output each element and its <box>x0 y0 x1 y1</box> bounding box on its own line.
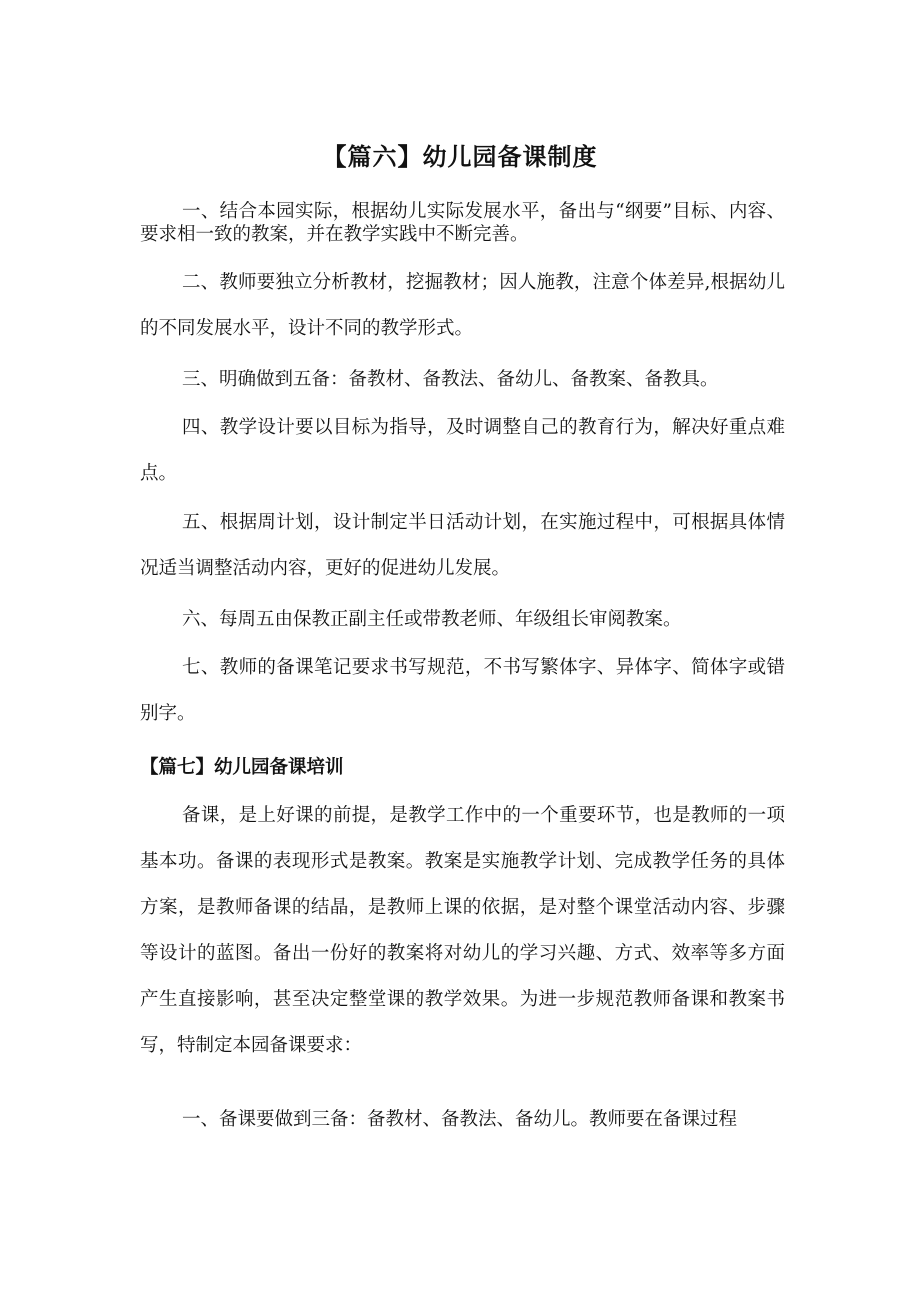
section6-item-7: 七、教师的备课笔记要求书写规范，不书写繁体字、异体字、简体字或错别字。 <box>140 657 785 724</box>
section7-title: 【篇七】幼儿园备课培训 <box>140 757 344 778</box>
section6-item-3: 三、明确做到五备：备教材、备教法、备幼儿、备教案、备教具。 <box>182 369 719 390</box>
section6-item-2: 二、教师要独立分析教材，挖掘教材；因人施教，注意个体差异,根据幼儿的不同发展水平，设计不同的教学形式。 <box>140 272 785 339</box>
section7-point-1: 一、备课要做到三备：备教材、备教法、备幼儿。教师要在备课过程 <box>182 1109 738 1130</box>
section6-item-4: 四、教学设计要以目标为指导，及时调整自己的教育行为，解决好重点难点。 <box>140 417 785 484</box>
section6-title: 【篇六】幼儿园备课制度 <box>322 143 598 171</box>
section6-item-1: 一、结合本园实际，根据幼儿实际发展水平，备出与“纲要”目标、内容、要求相一致的教案，并在教学实践中不断完善。 <box>140 201 785 245</box>
section6-item-5: 五、根据周计划，设计制定半日活动计划，在实施过程中，可根据具体情况适当调整活动内容，更好的促进幼儿发展。 <box>140 512 785 579</box>
section6-item-6: 六、每周五由保教正副主任或带教老师、年级组长审阅教案。 <box>182 609 682 630</box>
section7-intro: 备课，是上好课的前提，是教学工作中的一个重要环节，也是教师的一项基本功。备课的表现形式是教案。教案是实施教学计划、完成教学任务的具体方案，是教师备课的结晶，是教师上课的依据，是对整个课堂活动内容、步骤等设计的蓝图。备出一份好的教案将对幼儿的学习兴趣、方式、效率等多方面产生直接影响，甚至决定整堂课的教学效果。为进一步规范教师备课和教案书写，特制定本园备课要求： <box>140 805 785 1056</box>
